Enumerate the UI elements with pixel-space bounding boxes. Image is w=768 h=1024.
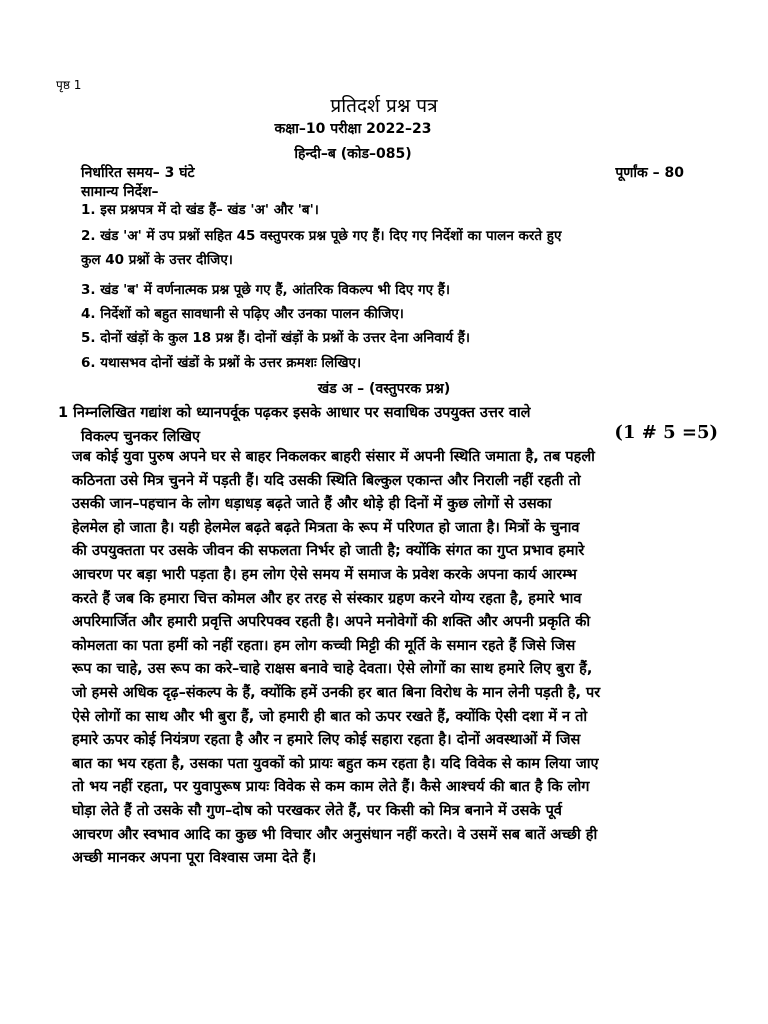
passage-line: हेलमेल हो जाता है। यही हेलमेल बढ़ते बढ़ते मित्रता के रूप में परिणत हो जाता है। मित्रों के चुनाव [72, 519, 580, 536]
question-1-text: 1 निम्नलिखित गद्यांश को ध्यानपर्वूक पढ़कर इसके आधार पर सवाधिक उपयुक्त उत्तर वाले [58, 405, 531, 421]
passage-line: करते हैं जब कि हमारा चित्त कोमल और हर तरह से संस्कार ग्रहण करने योग्य रहता है, हमारे भाव [72, 590, 582, 607]
page-number: पृष्ठ 1 [56, 78, 82, 92]
instruction-2: 2. खंड 'अ' में उप प्रश्नों सहित 45 वस्तुपरक प्रश्न पूछे गए हैं। दिए गए निर्देशों का पालन करते हुए [81, 228, 562, 244]
instruction-4: 4. निर्देशों को बहुत सावधानी से पढ़िए और उनका पालन कीजिए। [81, 306, 404, 322]
passage-line: रूप का चाहे, उस रूप का करे–चाहे राक्षस बनावे चाहे देवता। ऐसे लोगों का साथ हमारे लिए बुरा हैं, [72, 661, 593, 678]
passage-line: ऐसे लोगों का साथ और भी बुरा हैं, जो हमारी ही बात को ऊपर रखते हैं, क्योंकि ऐसी दशा में न तो [72, 708, 588, 725]
passage-line: आचरण और स्वभाव आदि का कुछ भी विचार और अनुसंधान नहीं करते। वे उसमें सब बातें अच्छी ही [72, 826, 598, 843]
passage-line: अच्छी मानकर अपना पूरा विश्वास जमा देते हैं। [72, 850, 317, 867]
max-marks: पूर्णांक – 80 [615, 165, 684, 181]
passage-line: की उपयुक्तता पर उसके जीवन की सफलता निर्भर हो जाती है; क्योंकि संगत का गुप्त प्रभाव हमारे [72, 543, 585, 560]
passage-line: कोमलता का पता हमीं को नहीं रहता। हम लोग कच्ची मिट्टी की मूर्ति के समान रहते हैं जिसे जिस [72, 637, 576, 654]
passage-line: अपरिमार्जित और हमारी प्रवृत्ति अपरिपक्व रहती है। अपने मनोवेगों की शक्ति और अपनी प्रकृति की [72, 614, 591, 631]
passage-line: कठिनता उसे मित्र चुनने में पड़ती हैं। यदि उसकी स्थिति बिल्कुल एकान्त और निराली नहीं रहती तो [72, 472, 581, 489]
instruction-1: 1. इस प्रश्नपत्र में दो खंड हैं– खंड 'अ' और 'ब'। [81, 202, 319, 218]
instruction-5: 5. दोनों खंड़ों के कुल 18 प्रश्न हैं। दोनों खंड़ों के प्रश्नों के उत्तर देना अनिवार्य हैं। [81, 330, 471, 346]
passage-line: जब कोई युवा पुरुष अपने घर से बाहर निकलकर बाहरी संसार में अपनी स्थिति जमाता है, तब पहली [72, 449, 595, 465]
time-allowed: निर्धारित समय– 3 घंटे [81, 165, 195, 181]
class-exam-line: कक्षा–10 परीक्षा 2022–23 [274, 121, 432, 137]
general-instructions-heading: सामान्य निर्देश– [81, 184, 159, 200]
passage-line: हमारे ऊपर कोई नियंत्रण रहता है और न हमारे लिए कोई सहारा रहता है। दोनों अवस्थाओं में जिस [72, 732, 581, 749]
passage-line: घोड़ा लेते हैं तो उसके सौ गुण–दोष को परखकर लेते हैं, पर किसी को मित्र बनाने में उसके पूर्व [72, 802, 562, 819]
section-a-heading: खंड अ – (वस्तुपरक प्रश्न) [317, 381, 451, 397]
passage-line: आचरण पर बड़ा भारी पड़ता है। हम लोग ऐसे समय में समाज के प्रवेश करके अपना कार्य आरम्भ [72, 566, 577, 583]
question-1-marks: (1 # 5 =5) [614, 422, 718, 443]
subject-line: हिन्दी–ब (कोड–085) [294, 146, 412, 162]
passage-line: जो हमसे अधिक दृढ़–संकल्प के हैं, क्योंकि हमें उनकी हर बात बिना विरोध के मान लेनी पड़ती है, पर [72, 684, 601, 701]
passage-line: बात का भय रहता है, उसका पता युवकों को प्रायः बहुत कम रहता है। यदि विवेक से काम लिया जाए [72, 755, 599, 772]
paper-title: प्रतिदर्श प्रश्न पत्र [330, 95, 438, 117]
instruction-3: 3. खंड 'ब' में वर्णनात्मक प्रश्न पूछे गए हैं, आंतरिक विकल्प भी दिए गए हैं। [81, 282, 451, 298]
time-marks-row [81, 163, 684, 182]
passage-line: उसकी जान–पहचान के लोग धड़ाधड़ बढ़ते जाते हैं और थोड़े ही दिनों में कुछ लोगों से उसका [72, 496, 552, 513]
instruction-2-continued: कुल 40 प्रश्नों के उत्तर दीजिए। [81, 252, 233, 268]
passage [72, 446, 718, 871]
passage-line: तो भय नहीं रहता, पर युवापुरूष प्रायः विवेक से कम काम लेते हैं। कैसे आश्चर्य की बात है कि लोग [72, 779, 590, 796]
instruction-6: 6. यथासभव दोनों खंडों के प्रश्नों के उत्तर क्रमशः लिखिए। [81, 355, 362, 371]
question-1-text-continued: विकल्प चुनकर लिखिए [81, 429, 201, 445]
